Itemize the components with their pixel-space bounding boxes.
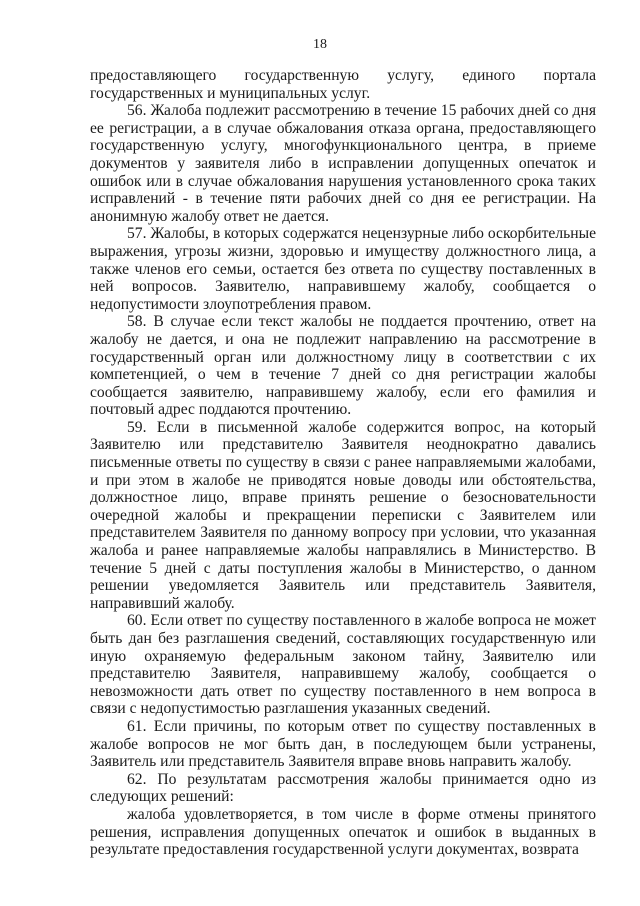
paragraph-62-item: жалоба удовлетворяется, в том числе в форме отмены принятого решения, исправления допущенных опечаток и ошибок в выданных в результате предоставления государственной услуги документах, возврата — [90, 805, 596, 859]
paragraph-60: 60. Если ответ по существу поставленного в жалобе вопроса не может быть дан без разглашения сведений, составляющих государственную или иную охраняемую федеральным законом тайну, Заявителю или представителю Заявителя, направившему жалобу, сообщается о невозможности дать ответ по существу поставленного в нем вопроса в связи с недопустимостью разглашения указанных сведений. — [90, 612, 596, 718]
paragraph-56: 56. Жалоба подлежит рассмотрению в течение 15 рабочих дней со дня ее регистрации, а в случае обжалования отказа органа, предоставляющего государственную услугу, многофункционального центра, в приеме документов у заявителя либо в исправлении допущенных опечаток и ошибок или в случае обжалования нарушения установленного срока таких исправлений - в течение пяти рабочих дней со дня ее регистрации. На анонимную жалобу ответ не дается. — [90, 102, 596, 225]
paragraph-61: 61. Если причины, по которым ответ по существу поставленных в жалобе вопросов не мог быть дан, в последующем были устранены, Заявитель или представитель Заявителя вправе вновь направить жалобу. — [90, 717, 596, 771]
document-body — [90, 67, 596, 859]
page-number: 18 — [313, 37, 327, 52]
paragraph-58: 58. В случае если текст жалобы не поддается прочтению, ответ на жалобу не дается, и она не подлежит направлению на рассмотрение в государственный орган или должностному лицу в соответствии с их компетенцией, о чем в течение 7 дней со дня регистрации жалобы сообщается заявителю, направившему жалобу, если его фамилия и почтовый адрес поддаются прочтению. — [90, 313, 596, 419]
paragraph-57: 57. Жалобы, в которых содержатся нецензурные либо оскорбительные выражения, угрозы жизни, здоровью и имуществу должностного лица, а также членов его семьи, остается без ответа по существу поставленных в ней вопросов. Заявителю, направившему жалобу, сообщается о недопустимости злоупотребления правом. — [90, 225, 596, 313]
paragraph-continuation: предоставляющего государственную услугу, единого портала государственных и муниципальных услуг. — [90, 67, 596, 102]
paragraph-62: 62. По результатам рассмотрения жалобы принимается одно из следующих решений: — [90, 770, 596, 806]
paragraph-59: 59. Если в письменной жалобе содержится вопрос, на который Заявителю или представителю Заявителя неоднократно давались письменные ответы по существу в связи с ранее направляемыми жалобами, и при этом в жалобе не приводятся новые доводы или обстоятельства, должностное лицо, вправе принять решение о безосновательности очередной жалобы и прекращении переписки с Заявителем или представителем Заявителя по данному вопросу при условии, что указанная жалоба и ранее направляемые жалобы направлялись в Министерство. В течение 5 дней с даты поступления жалобы в Министерство, о данном решении уведомляется Заявитель или представитель Заявителя, направивший жалобу. — [90, 418, 596, 612]
